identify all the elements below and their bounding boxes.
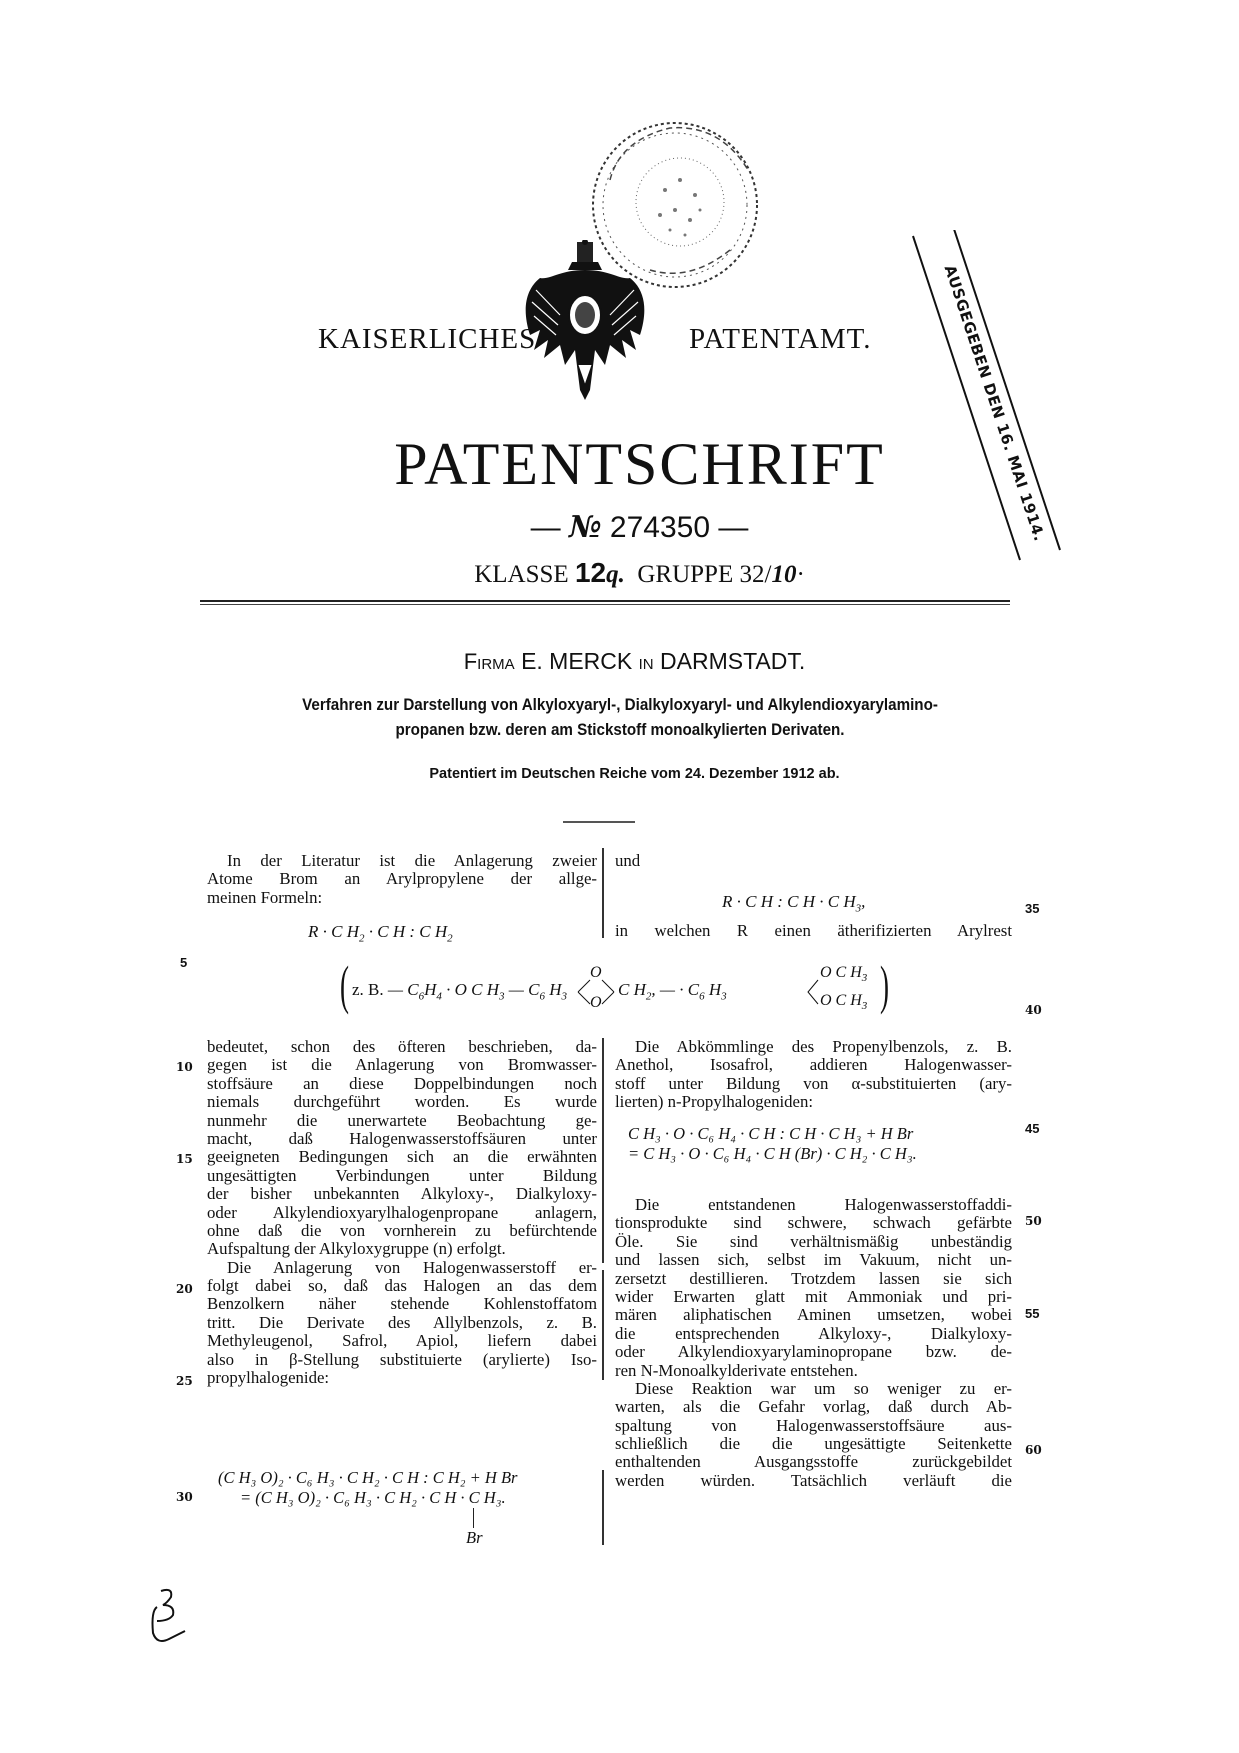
text-line: werden würden. Tatsächlich verläuft die — [615, 1471, 1012, 1490]
line-number: 45 — [1025, 1121, 1040, 1136]
line-number: 55 — [1025, 1306, 1040, 1321]
text-line: ohne daß die von vornherein zu befürchtende — [207, 1221, 597, 1240]
formula-isopropyl-line-2: = (C H₃ O)₂ · C₆ H₃ · C H₂ · C H · C H₃. — [240, 1488, 506, 1507]
text-line: mären aliphatischen Aminen umsetzen, wobei — [615, 1306, 1012, 1325]
gruppe-handwritten: 10 — [771, 561, 797, 588]
applicant — [0, 648, 1239, 675]
line-number: 30 — [176, 1490, 193, 1504]
text-line: Benzolkern näher stehende Kohlenstoffatom — [207, 1295, 597, 1314]
formula-anethol-line-2: = C H₃ · O · C₆ H₄ · C H (Br) · C H₂ · C H₃. — [628, 1144, 917, 1163]
text-line: Öle. Sie sind verhältnismäßig unbeständig — [615, 1232, 1012, 1251]
line-number: 60 — [1025, 1443, 1042, 1457]
formula-part: C H — [618, 980, 646, 999]
text-line: warten, als die Gefahr vorlag, daß durch Ab- — [615, 1398, 1012, 1417]
formula-part: — C — [387, 980, 419, 999]
invention-title — [229, 693, 1011, 743]
text-line: enthaltenden Ausgangsstoffe zurückgebildet — [615, 1453, 1012, 1472]
formula-sub: 6 — [699, 990, 705, 1003]
formula-bromine-branch: Br — [466, 1528, 483, 1547]
formula-sub: 3 — [721, 990, 727, 1003]
formula-sub: 6 — [539, 990, 546, 1003]
gruppe-value: 32/ — [739, 561, 772, 588]
formula-part: H — [545, 980, 562, 999]
text-line: niemals durchgeführt worden. Es wurde — [207, 1093, 597, 1112]
klasse-value: 12 — [574, 557, 607, 588]
formula-part: R · C H — [308, 922, 359, 941]
line-number: 35 — [1025, 901, 1040, 916]
text-line: oder Alkylendioxyarylhalogenpropane anlagern, — [207, 1203, 597, 1222]
gruppe-end-dot: · — [796, 561, 805, 588]
text-line: Die Abkömmlinge des Propenylbenzols, z. B. — [635, 1038, 1012, 1056]
zb-label: z. B. — [352, 980, 384, 999]
line-number: 25 — [176, 1374, 193, 1388]
patent-number-dash-right: — — [718, 511, 749, 544]
section-divider — [563, 821, 635, 823]
open-paren: ( — [340, 955, 349, 1015]
example-formula — [340, 955, 900, 1022]
patent-number — [0, 510, 1239, 545]
line-number: 10 — [176, 1060, 193, 1074]
right-in-welchen — [615, 922, 1012, 940]
issue-date-stamp-text: AUSGEGEBEN DEN 16. MAI 1914. — [940, 262, 1049, 544]
header-divider-thick — [200, 600, 1010, 602]
text-line: Aufspaltung der Alkyloxygruppe (n) erfolgt. — [207, 1240, 506, 1259]
formula-sub: 3 — [861, 972, 868, 985]
formula-part: R · C H : C H · C H — [722, 892, 856, 911]
text-line: geeigneten Bedingungen sich an die erwähnten — [207, 1148, 597, 1167]
left-paragraph-1 — [207, 1038, 597, 1387]
document-title: PATENTSCHRIFT — [394, 431, 885, 497]
text-line: Methyleugenol, Safrol, Apiol, liefern dabei — [207, 1332, 597, 1351]
right-paragraph-1 — [615, 1038, 1012, 1112]
text-line: ungesättigten Verbindungen unter Bildung — [207, 1166, 597, 1185]
formula-sub: 2 — [645, 990, 652, 1003]
ring-oxygen-bottom: O — [590, 994, 602, 1011]
formula-propenyl — [722, 892, 865, 914]
text-line: die entsprechenden Alkyloxy-, Dialkyloxy- — [615, 1324, 1012, 1343]
text-line: Die Anlagerung von Halogenwasserstoff er- — [227, 1258, 597, 1277]
text-line: stoff unter Bildung von α-substituierten (ary- — [615, 1074, 1012, 1093]
klasse-letter: q. — [606, 561, 625, 588]
text-line: tritt. Die Derivate des Allylbenzols, z. B. — [207, 1313, 597, 1332]
handwritten-page-mark — [145, 1585, 215, 1655]
formula-sub: 6 — [418, 990, 425, 1003]
formula-sub: 2 — [359, 932, 365, 945]
text-line: schließlich die die ungesättigte Seitenkette — [615, 1435, 1012, 1454]
line-number: 20 — [176, 1282, 193, 1296]
patented-since: Patentiert im Deutschen Reiche vom 24. Dezember 1912 ab. — [429, 766, 840, 782]
invention-title-line-2: propanen bzw. deren am Stickstoff monoalkylierten Derivaten. — [395, 721, 845, 739]
klasse-label: KLASSE — [474, 561, 569, 588]
dimethoxy-branch — [806, 970, 820, 1014]
text-line: Anethol, Isosafrol, addieren Halogenwasser- — [615, 1056, 1012, 1075]
applicant-in: in — [638, 649, 654, 674]
formula-part: , — · C — [651, 980, 700, 999]
text-line: wider Erwarten glatt mit Ammoniak und pri- — [615, 1287, 1012, 1306]
formula-part: · C H : C H — [364, 922, 448, 941]
line-number: 15 — [176, 1152, 193, 1166]
text-line: macht, daß Halogenwasserstoffsäuren unter — [207, 1129, 597, 1148]
text-line: in welchen R einen ätherifizierten Arylrest — [615, 922, 1012, 940]
text-line: und lassen sich, selbst im Vakuum, nicht un- — [615, 1251, 1012, 1270]
text-line: ren N-Monoalkylderivate entstehen. — [615, 1361, 858, 1380]
formula-part: H — [704, 980, 722, 999]
formula-sub: 3 — [499, 990, 505, 1003]
formula-part: · O C H — [441, 980, 500, 999]
text-line: Atome Brom an Arylpropylene der allge- — [207, 870, 597, 889]
applicant-name: E. MERCK — [521, 648, 633, 674]
text-line: bedeutet, schon des öfteren beschrieben, da- — [207, 1038, 597, 1056]
header-divider-thin — [200, 604, 1010, 605]
formula-part: H — [424, 980, 437, 999]
right-paragraph-2 — [615, 1196, 1012, 1490]
applicant-city: DARMSTADT. — [660, 648, 806, 674]
text-line: oder Alkylendioxyarylaminopropane bzw. de- — [615, 1343, 1012, 1362]
text-line: propylhalogenide: — [207, 1369, 330, 1388]
text-line: Diese Reaktion war um so weniger zu er- — [635, 1379, 1012, 1398]
formula-part: O C H — [820, 964, 862, 981]
column-separator — [602, 848, 604, 938]
formula-sub: 3 — [561, 990, 568, 1003]
text-line: zersetzt destillieren. Trotzdem lassen sie sich — [615, 1269, 1012, 1288]
column-separator — [602, 1470, 604, 1545]
formula-isopropyl-line-1: (C H₃ O)₂ · C₆ H₃ · C H₂ · C H : C H₂ + H Br — [218, 1468, 518, 1487]
text-line: nunmehr die unerwartete Beobachtung ge- — [207, 1111, 597, 1130]
line-number: 50 — [1025, 1214, 1042, 1228]
patent-number-value: 274350 — [609, 511, 711, 544]
formula-anethol-line-1: C H₃ · O · C₆ H₄ · C H : C H · C H₃ + H Br — [628, 1124, 914, 1143]
close-paren: ) — [880, 955, 889, 1015]
office-name-right: PATENTAMT. — [689, 323, 872, 355]
left-intro — [207, 852, 597, 907]
numero-sign: № — [568, 510, 602, 545]
formula-sub: 3 — [861, 1000, 868, 1013]
applicant-firma-label: Firma — [463, 649, 515, 674]
text-line: tionsprodukte sind schwere, schwach gefärbte — [615, 1214, 1012, 1233]
imperial-eagle-emblem — [520, 240, 650, 400]
text-line: der bisher unbekannten Alkyloxy-, Dialkyloxy- — [207, 1185, 597, 1204]
patent-number-dash-left: — — [530, 511, 569, 544]
text-line: gegen ist die Anlagerung von Bromwasser- — [207, 1056, 597, 1075]
gruppe-label: GRUPPE — [637, 561, 734, 588]
text-line: Die entstandenen Halogenwasserstoffaddi- — [635, 1196, 1012, 1214]
ring-oxygen-top: O — [590, 964, 602, 981]
formula-sub: 2 — [447, 932, 453, 945]
formula-sub: 3 — [855, 902, 862, 915]
text-line: stoffsäure an diese Doppelbindungen noch — [207, 1074, 597, 1093]
formula-part: — C — [504, 980, 540, 999]
text-line: folgt dabei so, daß das Halogen an das dem — [207, 1277, 597, 1296]
formula-part: , — [861, 892, 866, 911]
text-line: und — [615, 852, 641, 870]
formula-allyl — [308, 922, 453, 944]
methoxy-bottom — [820, 992, 867, 1012]
text-line: spaltung von Halogenwasserstoffsäure aus- — [615, 1416, 1012, 1435]
text-line: lierten) n-Propylhalogeniden: — [615, 1093, 814, 1112]
text-line: In der Literatur ist die Anlagerung zweier — [227, 852, 597, 870]
column-separator — [602, 1270, 604, 1380]
text-line: meinen Formeln: — [207, 888, 323, 907]
methoxy-top — [820, 964, 867, 984]
text-line: also in β-Stellung substituierte (arylierte) Iso- — [207, 1350, 597, 1369]
invention-title-line-1: Verfahren zur Darstellung von Alkyloxyaryl-, Dialkyloxyaryl- und Alkylendioxyarylamino- — [302, 696, 938, 714]
classification — [0, 557, 1239, 589]
line-number: 40 — [1025, 1003, 1042, 1017]
formula-sub: 4 — [436, 990, 442, 1003]
column-separator — [602, 1038, 604, 1263]
formula-part: O C H — [820, 992, 862, 1009]
formula-bond-line — [473, 1508, 474, 1528]
right-intro — [615, 852, 1012, 870]
office-name-left: KAISERLICHES — [318, 323, 537, 355]
line-number: 5 — [180, 955, 188, 970]
